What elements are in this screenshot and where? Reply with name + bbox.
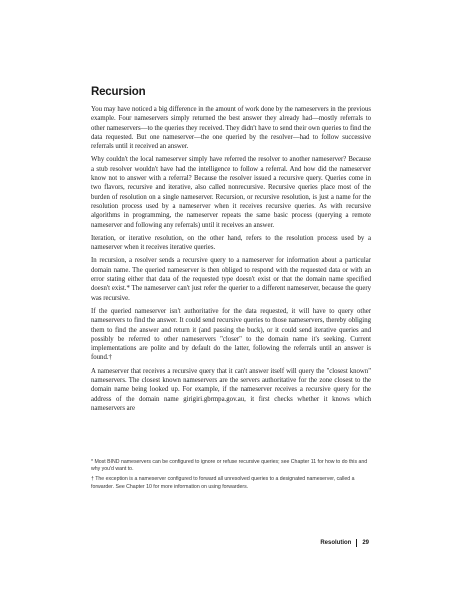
section-heading: Recursion	[91, 86, 146, 98]
paragraph-2: Why couldn't the local nameserver simply have referred the resolver to another nameserver? Because a stub resolver wouldn't have had the intelligence to follow a referral. And how did the nameserver know not to answer with a referral? Because the resolver issued a recursive query. Queries come in two flavors, recursive and iterative, also called nonrecursive. Recursive queries place most of the burden of resolution on a single nameserver. Recursion, or recursive resolution, is just a name for the resolution process used by a nameserver when it receives recursive queries. As with recursive algorithms in programming, the nameserver repeats the same basic process (querying a remote nameserver and following any referrals) until it receives an answer.	[91, 156, 371, 229]
footer-section-title: Resolution	[320, 540, 352, 546]
footnote-1: * Most BIND nameservers can be configured to ignore or refuse recursive queries; see Chapter 11 for how to do this and why you'd want to.	[91, 459, 368, 473]
paragraph-3: Iteration, or iterative resolution, on the other hand, refers to the resolution process used by a nameserver when it receives iterative queries.	[91, 234, 371, 252]
page-footer	[320, 539, 369, 547]
paragraph-6: A nameserver that receives a recursive query that it can't answer itself will query the "closest known" nameservers. The closest known nameservers are the servers authoritative for the zone closest to the domain name being looked up. For example, if the nameserver receives a recursive query for the address of the domain name girigiri.gbrmpa.gov.au, it first checks whether it knows which nameservers are	[91, 367, 371, 412]
page-body	[91, 86, 371, 417]
footer-divider	[356, 539, 357, 547]
page-number: 29	[362, 540, 369, 546]
footnote-2: † The exception is a nameserver configured to forward all unresolved queries to a designated nameserver, called a forwarder. See Chapter 10 for more information on using forwarders.	[91, 476, 355, 490]
paragraph-4: In recursion, a resolver sends a recursive query to a nameserver for information about a particular domain name. The queried nameserver is then obliged to respond with the requested data or with an error stating either that data of the requested type doesn't exist or that the domain name specified doesn't exist.* The nameserver can't just refer the querier to a different nameserver, because the query was recursive.	[91, 257, 371, 302]
footnotes	[91, 459, 371, 494]
paragraph-5: If the queried nameserver isn't authoritative for the data requested, it will have to query other nameservers to find the answer. It could send recursive queries to those nameservers, thereby obliging them to find the answer and return it (and passing the buck), or it could send iterative queries and possibly be referred to other nameservers "closer" to the domain name it's seeking. Current implementations are polite and by default do the latter, following the referrals until an answer is found.†	[91, 307, 371, 362]
paragraph-1: You may have noticed a big difference in the amount of work done by the nameservers in the previous example. Four nameservers simply returned the best answer they already had—mostly referrals to other nameservers—to the queries they received. They didn't have to send their own queries to find the data requested. But one nameserver—the one queried by the resolver—had to follow successive referrals until it received an answer.	[91, 106, 371, 151]
